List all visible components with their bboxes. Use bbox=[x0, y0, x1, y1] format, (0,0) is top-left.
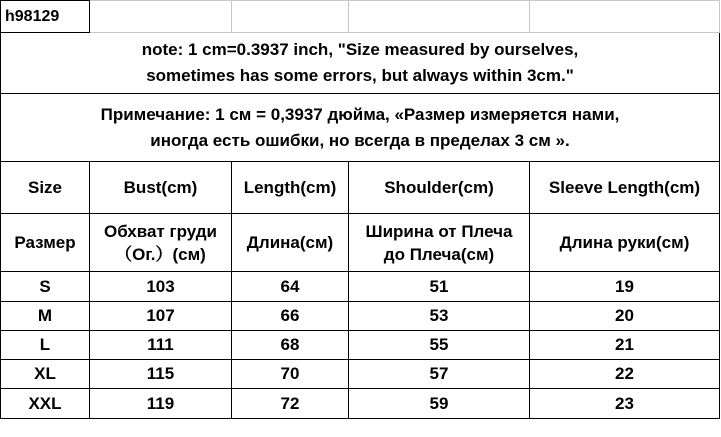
header-size: Size bbox=[1, 162, 90, 214]
size-cell: XXL bbox=[1, 389, 90, 419]
blank-cell bbox=[349, 1, 530, 33]
header-ru-shoulder-line2: до Плеча(см) bbox=[383, 244, 495, 264]
table-row bbox=[1, 360, 720, 389]
header-bust: Bust(cm) bbox=[90, 162, 232, 214]
note-en-line1: note: 1 cm=0.3937 inch, "Size measured by ourselves, bbox=[141, 40, 579, 59]
bust-cell: 119 bbox=[90, 389, 232, 419]
header-ru-bust-line2: （Ог.）(см) bbox=[115, 244, 206, 264]
table-row bbox=[1, 389, 720, 419]
blank-cell bbox=[530, 1, 720, 33]
table-row bbox=[1, 302, 720, 331]
sleeve-cell: 19 bbox=[530, 272, 720, 302]
header-ru-sleeve: Длина руки(см) bbox=[530, 214, 720, 272]
note-ru-line2: иногда есть ошибки, но всегда в пределах 3 см ». bbox=[150, 130, 570, 150]
note-en-line2: sometimes has some errors, but always within 3cm." bbox=[146, 66, 574, 85]
shoulder-cell: 53 bbox=[349, 302, 530, 331]
table-row bbox=[1, 272, 720, 302]
header-ru-size: Размер bbox=[1, 214, 90, 272]
product-code: h98129 bbox=[1, 1, 90, 33]
header-length: Length(cm) bbox=[232, 162, 349, 214]
size-cell: XL bbox=[1, 360, 90, 389]
length-cell: 64 bbox=[232, 272, 349, 302]
bust-cell: 115 bbox=[90, 360, 232, 389]
header-ru-shoulder bbox=[349, 214, 530, 272]
length-cell: 66 bbox=[232, 302, 349, 331]
sleeve-cell: 23 bbox=[530, 389, 720, 419]
sleeve-cell: 22 bbox=[530, 360, 720, 389]
shoulder-cell: 57 bbox=[349, 360, 530, 389]
note-ru-row bbox=[1, 94, 720, 162]
shoulder-cell: 55 bbox=[349, 331, 530, 360]
note-en-row bbox=[1, 33, 720, 94]
header-ru-length: Длина(см) bbox=[232, 214, 349, 272]
header-shoulder: Shoulder(cm) bbox=[349, 162, 530, 214]
note-ru bbox=[1, 94, 720, 162]
size-cell: M bbox=[1, 302, 90, 331]
sleeve-cell: 21 bbox=[530, 331, 720, 360]
header-sleeve: Sleeve Length(cm) bbox=[530, 162, 720, 214]
header-ru-bust bbox=[90, 214, 232, 272]
header-ru-bust-line1: Обхват груди bbox=[104, 221, 217, 241]
length-cell: 72 bbox=[232, 389, 349, 419]
blank-cell bbox=[232, 1, 349, 33]
bust-cell: 103 bbox=[90, 272, 232, 302]
shoulder-cell: 51 bbox=[349, 272, 530, 302]
bust-cell: 107 bbox=[90, 302, 232, 331]
shoulder-cell: 59 bbox=[349, 389, 530, 419]
blank-cell bbox=[90, 1, 232, 33]
header-ru-shoulder-line1: Ширина от Плеча bbox=[365, 221, 513, 241]
header-ru-row bbox=[1, 214, 720, 272]
size-cell: L bbox=[1, 331, 90, 360]
size-cell: S bbox=[1, 272, 90, 302]
table-row bbox=[1, 331, 720, 360]
bust-cell: 111 bbox=[90, 331, 232, 360]
sleeve-cell: 20 bbox=[530, 302, 720, 331]
length-cell: 70 bbox=[232, 360, 349, 389]
note-en bbox=[1, 33, 720, 94]
code-row bbox=[1, 1, 720, 33]
note-ru-line1: Примечание: 1 см = 0,3937 дюйма, «Размер измеряется нами, bbox=[100, 104, 620, 124]
length-cell: 68 bbox=[232, 331, 349, 360]
header-en-row bbox=[1, 162, 720, 214]
